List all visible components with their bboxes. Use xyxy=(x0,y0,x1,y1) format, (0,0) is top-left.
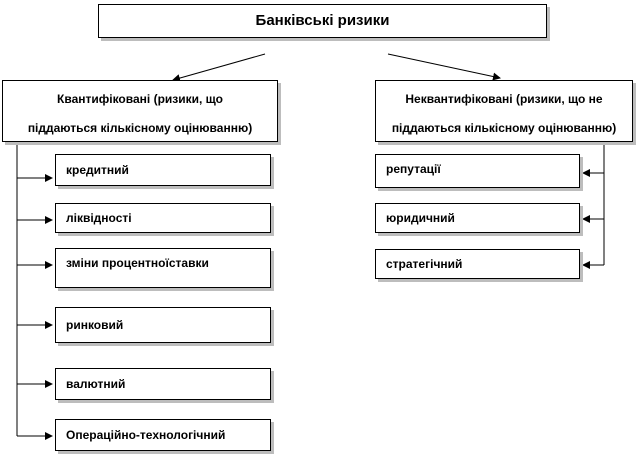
risk-node-market: ринковий xyxy=(55,307,271,343)
quantified-category-line1: Квантифіковані (ризики, що xyxy=(57,92,223,106)
risk-node-interest-rate: зміни процентноїставки xyxy=(55,248,271,288)
root-node-title: Банківські ризики xyxy=(98,4,547,38)
arrow-to-unquantified xyxy=(388,54,500,78)
risk-node-credit: кредитний xyxy=(55,154,271,186)
risk-node-legal: юридичний xyxy=(375,203,580,233)
risk-node-reputation: репутації xyxy=(375,154,580,188)
quantified-category-line2: піддаються кількісному оцінюванню) xyxy=(27,121,253,135)
risk-node-strategic: стратегічний xyxy=(375,249,580,279)
unquantified-category-line2: піддаються кількісному оцінюванню) xyxy=(391,121,617,135)
unquantified-category-box xyxy=(375,80,633,142)
arrow-to-quantified xyxy=(173,54,265,80)
risk-node-currency: валютний xyxy=(55,368,271,400)
quantified-category-box xyxy=(2,80,278,142)
risk-node-operational: Операційно-технологічний xyxy=(55,419,271,451)
risk-node-liquidity: ліквідності xyxy=(55,203,271,233)
unquantified-category-line1: Неквантифіковані (ризики, що не xyxy=(405,92,603,106)
